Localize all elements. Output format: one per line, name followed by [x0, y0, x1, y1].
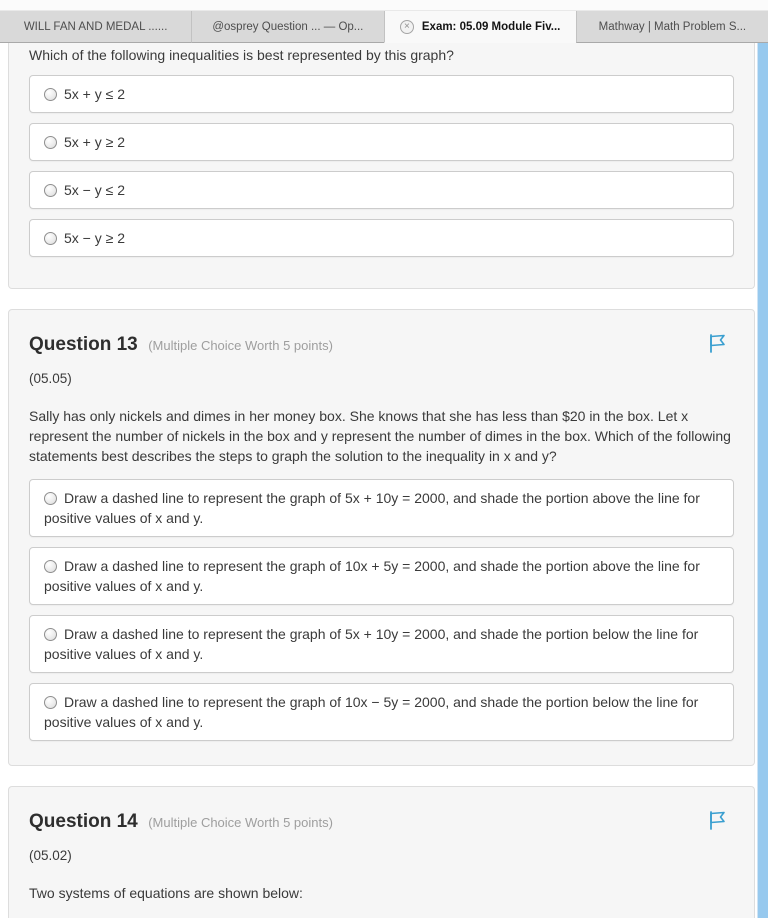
answer-options	[29, 479, 734, 741]
question-prompt: Two systems of equations are shown below:	[29, 885, 303, 901]
answer-option[interactable]	[29, 123, 734, 161]
question-header	[29, 811, 734, 833]
question-title: Question 13	[29, 334, 138, 355]
tab-label: @osprey Question ... — Op...	[212, 20, 364, 33]
window-scroll-strip[interactable]	[757, 43, 768, 918]
lesson-code: (05.02)	[29, 848, 72, 863]
answer-option-label: 5x + y ≤ 2	[64, 86, 125, 102]
answer-option[interactable]	[29, 547, 734, 605]
answer-option-label: Draw a dashed line to represent the graph of 10x + 5y = 2000, and shade the portion above the line for positive values of x and y.	[44, 558, 700, 594]
browser-tab-bar	[0, 11, 768, 43]
answer-option-label: Draw a dashed line to represent the graph of 5x + 10y = 2000, and shade the portion above the line for positive values of x and y.	[44, 490, 700, 526]
tab-exam-module-five[interactable]	[384, 11, 576, 43]
flag-question-button[interactable]	[706, 809, 728, 831]
browser-chrome-strip	[0, 0, 768, 11]
question-prompt: Sally has only nickels and dimes in her money box. She knows that she has less than $20 in the box. Let x represent the number of nickels in the box and y represent the number of dimes in the box. Which of the following statements best describes the steps to graph the solution to the inequality in x and y?	[29, 408, 731, 464]
lesson-code: (05.05)	[29, 371, 72, 386]
radio-button[interactable]	[44, 88, 57, 101]
radio-button[interactable]	[44, 184, 57, 197]
question-title: Question 14	[29, 811, 138, 832]
question-points: (Multiple Choice Worth 5 points)	[148, 338, 333, 353]
radio-button[interactable]	[44, 560, 57, 573]
answer-options	[29, 75, 734, 257]
question-header	[29, 334, 734, 356]
answer-option[interactable]	[29, 615, 734, 673]
radio-button[interactable]	[44, 136, 57, 149]
answer-option[interactable]	[29, 75, 734, 113]
flag-question-button[interactable]	[706, 332, 728, 354]
question-panel-partial	[8, 43, 755, 289]
radio-button[interactable]	[44, 696, 57, 709]
flag-icon	[706, 332, 728, 354]
radio-button[interactable]	[44, 492, 57, 505]
question-prompt: Which of the following inequalities is best represented by this graph?	[29, 47, 454, 63]
exam-page	[0, 43, 757, 918]
radio-button[interactable]	[44, 232, 57, 245]
question-panel-14	[8, 786, 755, 918]
tab-label: WILL FAN AND MEDAL ......	[23, 20, 168, 33]
tab-mathway[interactable]	[576, 11, 768, 43]
tab-will-fan-and-medal[interactable]	[0, 11, 191, 43]
radio-button[interactable]	[44, 628, 57, 641]
question-panel-13	[8, 309, 755, 766]
answer-option-label: Draw a dashed line to represent the graph of 10x − 5y = 2000, and shade the portion below the line for positive values of x and y.	[44, 694, 699, 730]
answer-option-label: 5x − y ≤ 2	[64, 182, 125, 198]
flag-icon	[706, 809, 728, 831]
answer-option[interactable]	[29, 171, 734, 209]
answer-option-label: Draw a dashed line to represent the graph of 5x + 10y = 2000, and shade the portion below the line for positive values of x and y.	[44, 626, 699, 662]
question-points: (Multiple Choice Worth 5 points)	[148, 815, 333, 830]
answer-option-label: 5x − y ≥ 2	[64, 230, 125, 246]
answer-option[interactable]	[29, 479, 734, 537]
tab-osprey-question[interactable]	[191, 11, 383, 43]
tab-label: Mathway | Math Problem S...	[598, 20, 747, 33]
tab-label: Exam: 05.09 Module Fiv...	[421, 20, 561, 33]
answer-option[interactable]	[29, 683, 734, 741]
close-icon[interactable]: ×	[400, 20, 414, 34]
answer-option[interactable]	[29, 219, 734, 257]
answer-option-label: 5x + y ≥ 2	[64, 134, 125, 150]
